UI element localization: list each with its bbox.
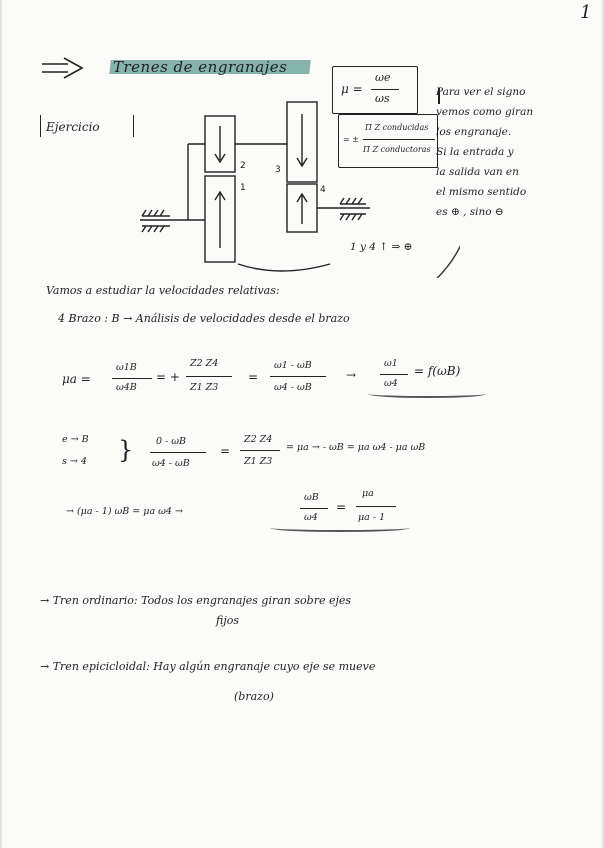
mu-symbol: μ = <box>341 82 363 96</box>
eq1-eq-sign2: = <box>248 370 259 384</box>
eq2-f1-bar <box>150 452 206 453</box>
double-arrow-icon <box>38 55 88 81</box>
analysis-line: 4 Brazo : B → Análisis de velocidades desde el brazo <box>58 312 350 325</box>
page-number: 1 <box>580 2 592 23</box>
epsilon-fraction-bar <box>363 139 435 140</box>
eq3-g-den: μa - 1 <box>358 512 386 523</box>
eq3-underline <box>270 524 410 532</box>
eq1-f4-num: ω1 <box>384 358 398 369</box>
intro-line: Vamos a estudiar la velocidades relativas: <box>46 284 280 297</box>
eq1-f2-den: Z1 Z3 <box>190 382 219 393</box>
note-line: es ⊕ , sino ⊖ <box>436 206 504 218</box>
eq1-f2-num: Z2 Z4 <box>190 358 219 369</box>
eq3-g-bar <box>356 506 396 507</box>
mu-denominator: ωs <box>375 92 390 105</box>
def-epicyclic-line2: (brazo) <box>234 690 274 703</box>
eq3-f-den: ω4 <box>304 512 318 523</box>
eq1-eq-sign: = + <box>156 370 180 384</box>
mu-numerator: ωe <box>375 71 391 84</box>
eq1-underline <box>368 390 486 398</box>
eq3-lhs: → (μa - 1) ωB = μa ω4 → <box>66 506 183 517</box>
scan-edge-left <box>0 0 3 848</box>
eq2-tail: = μa → - ωB = μa ω4 - μa ωB <box>286 442 426 453</box>
gear-label-2: 2 <box>240 161 246 171</box>
eq2-f2-bar <box>240 450 280 451</box>
eq2-f2-den: Z1 Z3 <box>244 456 273 467</box>
sign-note <box>436 82 604 222</box>
epsilon-numerator: Π Z conducidas <box>365 123 429 132</box>
epsilon-prefix: = ± <box>343 135 359 144</box>
eq1-f4-den: ω4 <box>384 378 398 389</box>
eq3-eq-sign: = <box>336 500 347 514</box>
eq1-arrow: → <box>346 368 357 382</box>
eq1-f1-num: ω1B <box>116 362 137 373</box>
def-ordinary-line2: fijos <box>216 614 240 627</box>
eq2-map2: s → 4 <box>62 456 87 467</box>
eq2-brace: } <box>118 436 134 464</box>
eq3-g-num: μa <box>362 488 374 499</box>
note-line: los engranaje. <box>436 126 512 138</box>
def-epicyclic-line1: → Tren epicicloidal: Hay algún engranaje cuyo eje se mueve <box>40 660 376 673</box>
eq1-f3-num: ω1 - ωB <box>274 360 312 371</box>
gear-label-1: 1 <box>240 183 246 193</box>
epsilon-denominator: Π Z conductoras <box>363 145 431 154</box>
eq1-f4-bar <box>380 374 408 375</box>
mu-fraction-bar <box>371 89 399 90</box>
note-line: vemos como giran <box>436 106 534 118</box>
epsilon-formula-box <box>338 114 438 168</box>
eq1-lhs: μa = <box>62 372 91 386</box>
page-title: Trenes de engranajes <box>113 58 288 76</box>
eq2-map1: e → B <box>62 434 89 445</box>
eq1-f3-den: ω4 - ωB <box>274 382 312 393</box>
gear-label-3: 3 <box>275 165 281 175</box>
eq1-f2-bar <box>186 376 232 377</box>
diagram-caption: 1 y 4 ↑ ⇒ ⊕ <box>350 241 413 253</box>
mu-formula-box <box>332 66 418 114</box>
eq3-f-bar <box>300 508 328 509</box>
eq1-tail: = f(ωB) <box>414 364 461 378</box>
eq2-f1-num: 0 - ωB <box>156 436 187 447</box>
note-line: Para ver el signo <box>436 86 526 98</box>
eq1-f3-bar <box>270 376 326 377</box>
eq1-f1-bar <box>112 378 152 379</box>
eq2-eq-sign: = <box>220 444 231 458</box>
def-ordinary-line1: → Tren ordinario: Todos los engranajes giran sobre ejes <box>40 594 352 607</box>
eq3-f-num: ωB <box>304 492 319 503</box>
eq2-f2-num: Z2 Z4 <box>244 434 273 445</box>
note-line: el mismo sentido <box>436 186 527 198</box>
eq2-f1-den: ω4 - ωB <box>152 458 190 469</box>
note-line: Si la entrada y <box>436 146 514 158</box>
note-line: la salida van en <box>436 166 519 178</box>
exercise-label: Ejercicio <box>46 120 100 134</box>
eq1-f1-den: ω4B <box>116 382 137 393</box>
gear-label-4: 4 <box>320 185 326 195</box>
